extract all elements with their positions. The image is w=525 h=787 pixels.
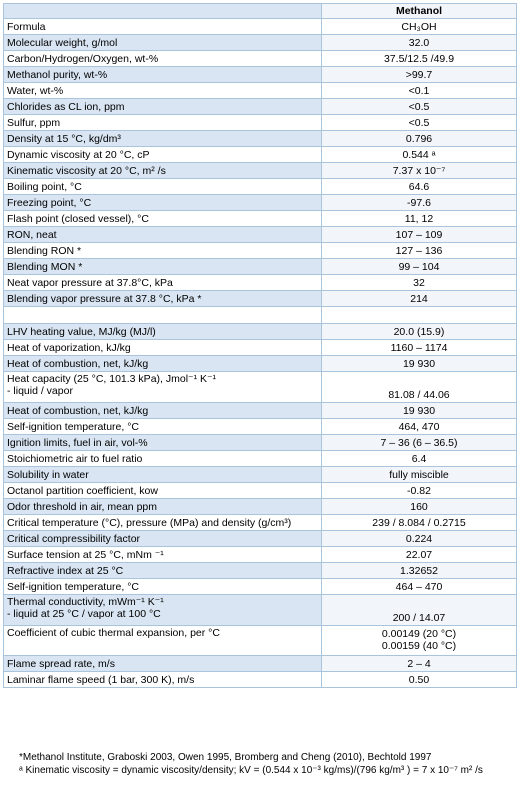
property-value: >99.7 (405, 68, 433, 81)
property-label-cell (4, 483, 322, 499)
table-row (4, 563, 517, 579)
property-label-cell (4, 131, 322, 147)
property-label: Stoichiometric air to fuel ratio (7, 452, 143, 465)
property-value: 19 930 (402, 357, 436, 370)
table-row (4, 147, 517, 163)
property-value: 214 (410, 292, 428, 305)
properties-table (3, 3, 517, 688)
property-value-cell (322, 211, 517, 227)
property-value: 64.6 (408, 180, 430, 193)
property-label: Boiling point, °C (7, 180, 82, 193)
property-label-cell (4, 419, 322, 435)
property-value-cell (322, 531, 517, 547)
property-value-cell (322, 435, 517, 451)
table-row (4, 672, 517, 688)
property-value: 239 / 8.084 / 0.2715 (372, 516, 466, 529)
property-label: Freezing point, °C (7, 196, 92, 209)
property-value-cell (322, 547, 517, 563)
property-value-cell (322, 656, 517, 672)
property-label-cell (4, 356, 322, 372)
property-label-cell (4, 35, 322, 51)
property-label: Laminar flame speed (1 bar, 300 K), m/s (7, 673, 195, 686)
property-label-cell (4, 179, 322, 195)
property-label-cell (4, 579, 322, 595)
property-label: Critical compressibility factor (7, 532, 141, 545)
property-label-cell (4, 499, 322, 515)
property-value-cell (322, 324, 517, 340)
property-label: Self-ignition temperature, °C (7, 580, 140, 593)
property-label: Flame spread rate, m/s (7, 657, 115, 670)
property-label-cell (4, 307, 322, 324)
property-value: 20.0 (15.9) (393, 325, 445, 338)
property-value-cell (322, 147, 517, 163)
property-value: -97.6 (407, 196, 431, 209)
property-label: Heat of vaporization, kJ/kg (7, 341, 131, 354)
property-value-cell (322, 243, 517, 259)
property-value: 0.224 (405, 532, 433, 545)
property-value: CH₃OH (401, 20, 437, 33)
property-value: 1.32652 (400, 564, 438, 577)
table-row (4, 340, 517, 356)
property-value-cell (322, 67, 517, 83)
property-value-cell (322, 227, 517, 243)
property-label: Blending vapor pressure at 37.8 °C, kPa * (7, 292, 202, 305)
property-value: 7.37 x 10⁻⁷ (392, 164, 446, 177)
property-value: 99 – 104 (398, 260, 440, 273)
table-row (4, 483, 517, 499)
property-label: Octanol partition coefficient, kow (7, 484, 158, 497)
property-value: 81.08 / 44.06 (388, 389, 450, 401)
property-label: Neat vapor pressure at 37.8°C, kPa (7, 276, 173, 289)
property-label-cell (4, 19, 322, 35)
property-label-cell (4, 626, 322, 656)
table-row (4, 99, 517, 115)
property-value: 2 – 4 (407, 657, 431, 670)
table-row (4, 531, 517, 547)
property-value: 0.00149 (20 °C) (381, 628, 457, 640)
table-row (4, 403, 517, 419)
property-value-cell (322, 515, 517, 531)
table-row (4, 451, 517, 467)
property-label: Thermal conductivity, mWm⁻¹ K⁻¹ (7, 596, 164, 608)
property-label: Odor threshold in air, mean ppm (7, 500, 157, 513)
property-value-cell (322, 626, 517, 656)
property-value: 0.544 ᵃ (402, 148, 436, 161)
property-label-cell (4, 243, 322, 259)
property-value-cell (322, 372, 517, 403)
table-row (4, 179, 517, 195)
property-value-cell (322, 259, 517, 275)
property-label-cell (4, 51, 322, 67)
table-row (4, 291, 517, 307)
table-row (4, 243, 517, 259)
property-label-cell (4, 656, 322, 672)
property-label-cell (4, 435, 322, 451)
property-value-cell (322, 307, 517, 324)
property-value-cell (322, 291, 517, 307)
table-row (4, 356, 517, 372)
table-row (4, 626, 517, 656)
property-value: 19 930 (402, 404, 436, 417)
table-row (4, 19, 517, 35)
property-value-secondary: 0.00159 (40 °C) (381, 640, 457, 652)
property-label: Methanol purity, wt-% (7, 68, 108, 81)
property-label-cell (4, 403, 322, 419)
property-label-cell (4, 515, 322, 531)
property-value-cell (322, 35, 517, 51)
property-label-cell (4, 83, 322, 99)
property-value-cell (322, 579, 517, 595)
property-label: Density at 15 °C, kg/dm³ (7, 132, 121, 145)
property-value-cell (322, 595, 517, 626)
property-label-cell (4, 195, 322, 211)
property-value-cell (322, 356, 517, 372)
property-value: 200 / 14.07 (392, 612, 446, 624)
property-label: Refractive index at 25 °C (7, 564, 124, 577)
property-value: 11, 12 (404, 212, 434, 225)
property-value: <0.5 (408, 100, 430, 113)
table-row (4, 435, 517, 451)
property-label-cell (4, 275, 322, 291)
property-label-cell (4, 563, 322, 579)
property-label-cell (4, 340, 322, 356)
property-label: LHV heating value, MJ/kg (MJ/l) (7, 325, 156, 338)
table-row (4, 656, 517, 672)
table-row (4, 195, 517, 211)
property-value: 107 – 109 (395, 228, 443, 241)
property-label: Surface tension at 25 °C, mNm ⁻¹ (7, 548, 164, 561)
property-value-cell (322, 275, 517, 291)
property-label: Water, wt-% (7, 84, 64, 97)
column-header-methanol: Methanol (322, 4, 517, 19)
property-value: 464, 470 (398, 420, 440, 433)
property-value-cell (322, 51, 517, 67)
property-value: 464 – 470 (395, 580, 443, 593)
property-label-cell (4, 211, 322, 227)
property-value: 32 (413, 276, 425, 289)
property-label-cell (4, 547, 322, 563)
table-row (4, 51, 517, 67)
table-row (4, 467, 517, 483)
property-label: Heat of combustion, net, kJ/kg (7, 357, 149, 370)
property-label-cell (4, 147, 322, 163)
table-header-row (4, 4, 517, 19)
property-label: Dynamic viscosity at 20 °C, cP (7, 148, 150, 161)
property-label: Coefficient of cubic thermal expansion, per °C (7, 627, 220, 639)
property-label: Self-ignition temperature, °C (7, 420, 140, 433)
property-label: Heat capacity (25 °C, 101.3 kPa), Jmol⁻¹ K⁻¹ (7, 373, 217, 385)
property-label-cell (4, 67, 322, 83)
property-label: Chlorides as CL ion, ppm (7, 100, 125, 113)
property-label: Solubility in water (7, 468, 89, 481)
table-row (4, 131, 517, 147)
table-row (4, 419, 517, 435)
property-label: Ignition limits, fuel in air, vol-% (7, 436, 148, 449)
property-value-cell (322, 451, 517, 467)
property-value: 6.4 (411, 452, 427, 465)
property-value-cell (322, 563, 517, 579)
property-value: 22.07 (405, 548, 433, 561)
property-label-cell (4, 531, 322, 547)
property-value-cell (322, 499, 517, 515)
property-label-cell (4, 467, 322, 483)
property-value-cell (322, 163, 517, 179)
table-row (4, 67, 517, 83)
property-value: 1160 – 1174 (390, 341, 448, 354)
property-value-cell (322, 19, 517, 35)
property-label-cell (4, 451, 322, 467)
property-label: Carbon/Hydrogen/Oxygen, wt-% (7, 52, 159, 65)
table-row (4, 595, 517, 626)
property-label-cell (4, 324, 322, 340)
property-label: Critical temperature (°C), pressure (MPa) and density (g/cm³) (7, 516, 292, 529)
property-value-cell (322, 672, 517, 688)
table-row (4, 547, 517, 563)
table-row (4, 324, 517, 340)
property-value-cell (322, 340, 517, 356)
property-value: -0.82 (407, 484, 431, 497)
property-value-cell (322, 403, 517, 419)
property-sublabel: - liquid / vapor (7, 385, 73, 397)
property-value-cell (322, 483, 517, 499)
property-value: 7 – 36 (6 – 36.5) (380, 436, 458, 449)
property-value-cell (322, 83, 517, 99)
footnote-sources: *Methanol Institute, Graboski 2003, Owen 1995, Bromberg and Cheng (2010), Bechtold 1997 (19, 752, 432, 763)
table-row (4, 211, 517, 227)
table-row (4, 163, 517, 179)
property-label-cell (4, 115, 322, 131)
property-value: 127 – 136 (395, 244, 443, 257)
property-label: Kinematic viscosity at 20 °C, m² /s (7, 164, 166, 177)
property-label-cell (4, 672, 322, 688)
property-label: Blending RON * (7, 244, 82, 257)
table-row (4, 499, 517, 515)
property-value: <0.5 (408, 116, 430, 129)
table-row (4, 83, 517, 99)
table-row (4, 115, 517, 131)
header-blank-cell (4, 4, 322, 19)
property-value: fully miscible (389, 468, 449, 481)
property-label: RON, neat (7, 228, 57, 241)
property-label-cell (4, 227, 322, 243)
property-label: Sulfur, ppm (7, 116, 61, 129)
table-row (4, 275, 517, 291)
property-value: 37.5/12.5 /49.9 (383, 52, 455, 65)
property-value: 0.50 (408, 673, 430, 686)
footnote-kinematic-viscosity: ᵃ Kinematic viscosity = dynamic viscosity/density; kV = (0.544 x 10⁻³ kg/ms)/(796 kg/m³ ) = 7 x 10⁻⁷ m² /s (19, 765, 483, 776)
property-value: <0.1 (408, 84, 430, 97)
table-row (4, 307, 517, 324)
table-row (4, 227, 517, 243)
table-row (4, 35, 517, 51)
property-label-cell (4, 372, 322, 403)
property-sublabel: - liquid at 25 °C / vapor at 100 °C (7, 608, 161, 620)
property-label: Heat of combustion, net, kJ/kg (7, 404, 149, 417)
property-value-cell (322, 467, 517, 483)
property-label-cell (4, 163, 322, 179)
table-row (4, 372, 517, 403)
property-label: Molecular weight, g/mol (7, 36, 118, 49)
property-label: Flash point (closed vessel), °C (7, 212, 149, 225)
table-row (4, 579, 517, 595)
property-value-cell (322, 131, 517, 147)
property-value-cell (322, 99, 517, 115)
property-value: 0.796 (405, 132, 433, 145)
table-row (4, 259, 517, 275)
property-label-cell (4, 99, 322, 115)
property-label: Blending MON * (7, 260, 83, 273)
property-value: 160 (410, 500, 428, 513)
property-value-cell (322, 179, 517, 195)
property-label-cell (4, 259, 322, 275)
property-label-cell (4, 595, 322, 626)
property-value-cell (322, 195, 517, 211)
property-label: Formula (7, 20, 46, 33)
property-value-cell (322, 115, 517, 131)
table-row (4, 515, 517, 531)
property-value: 32.0 (408, 36, 430, 49)
property-label-cell (4, 291, 322, 307)
property-value-cell (322, 419, 517, 435)
